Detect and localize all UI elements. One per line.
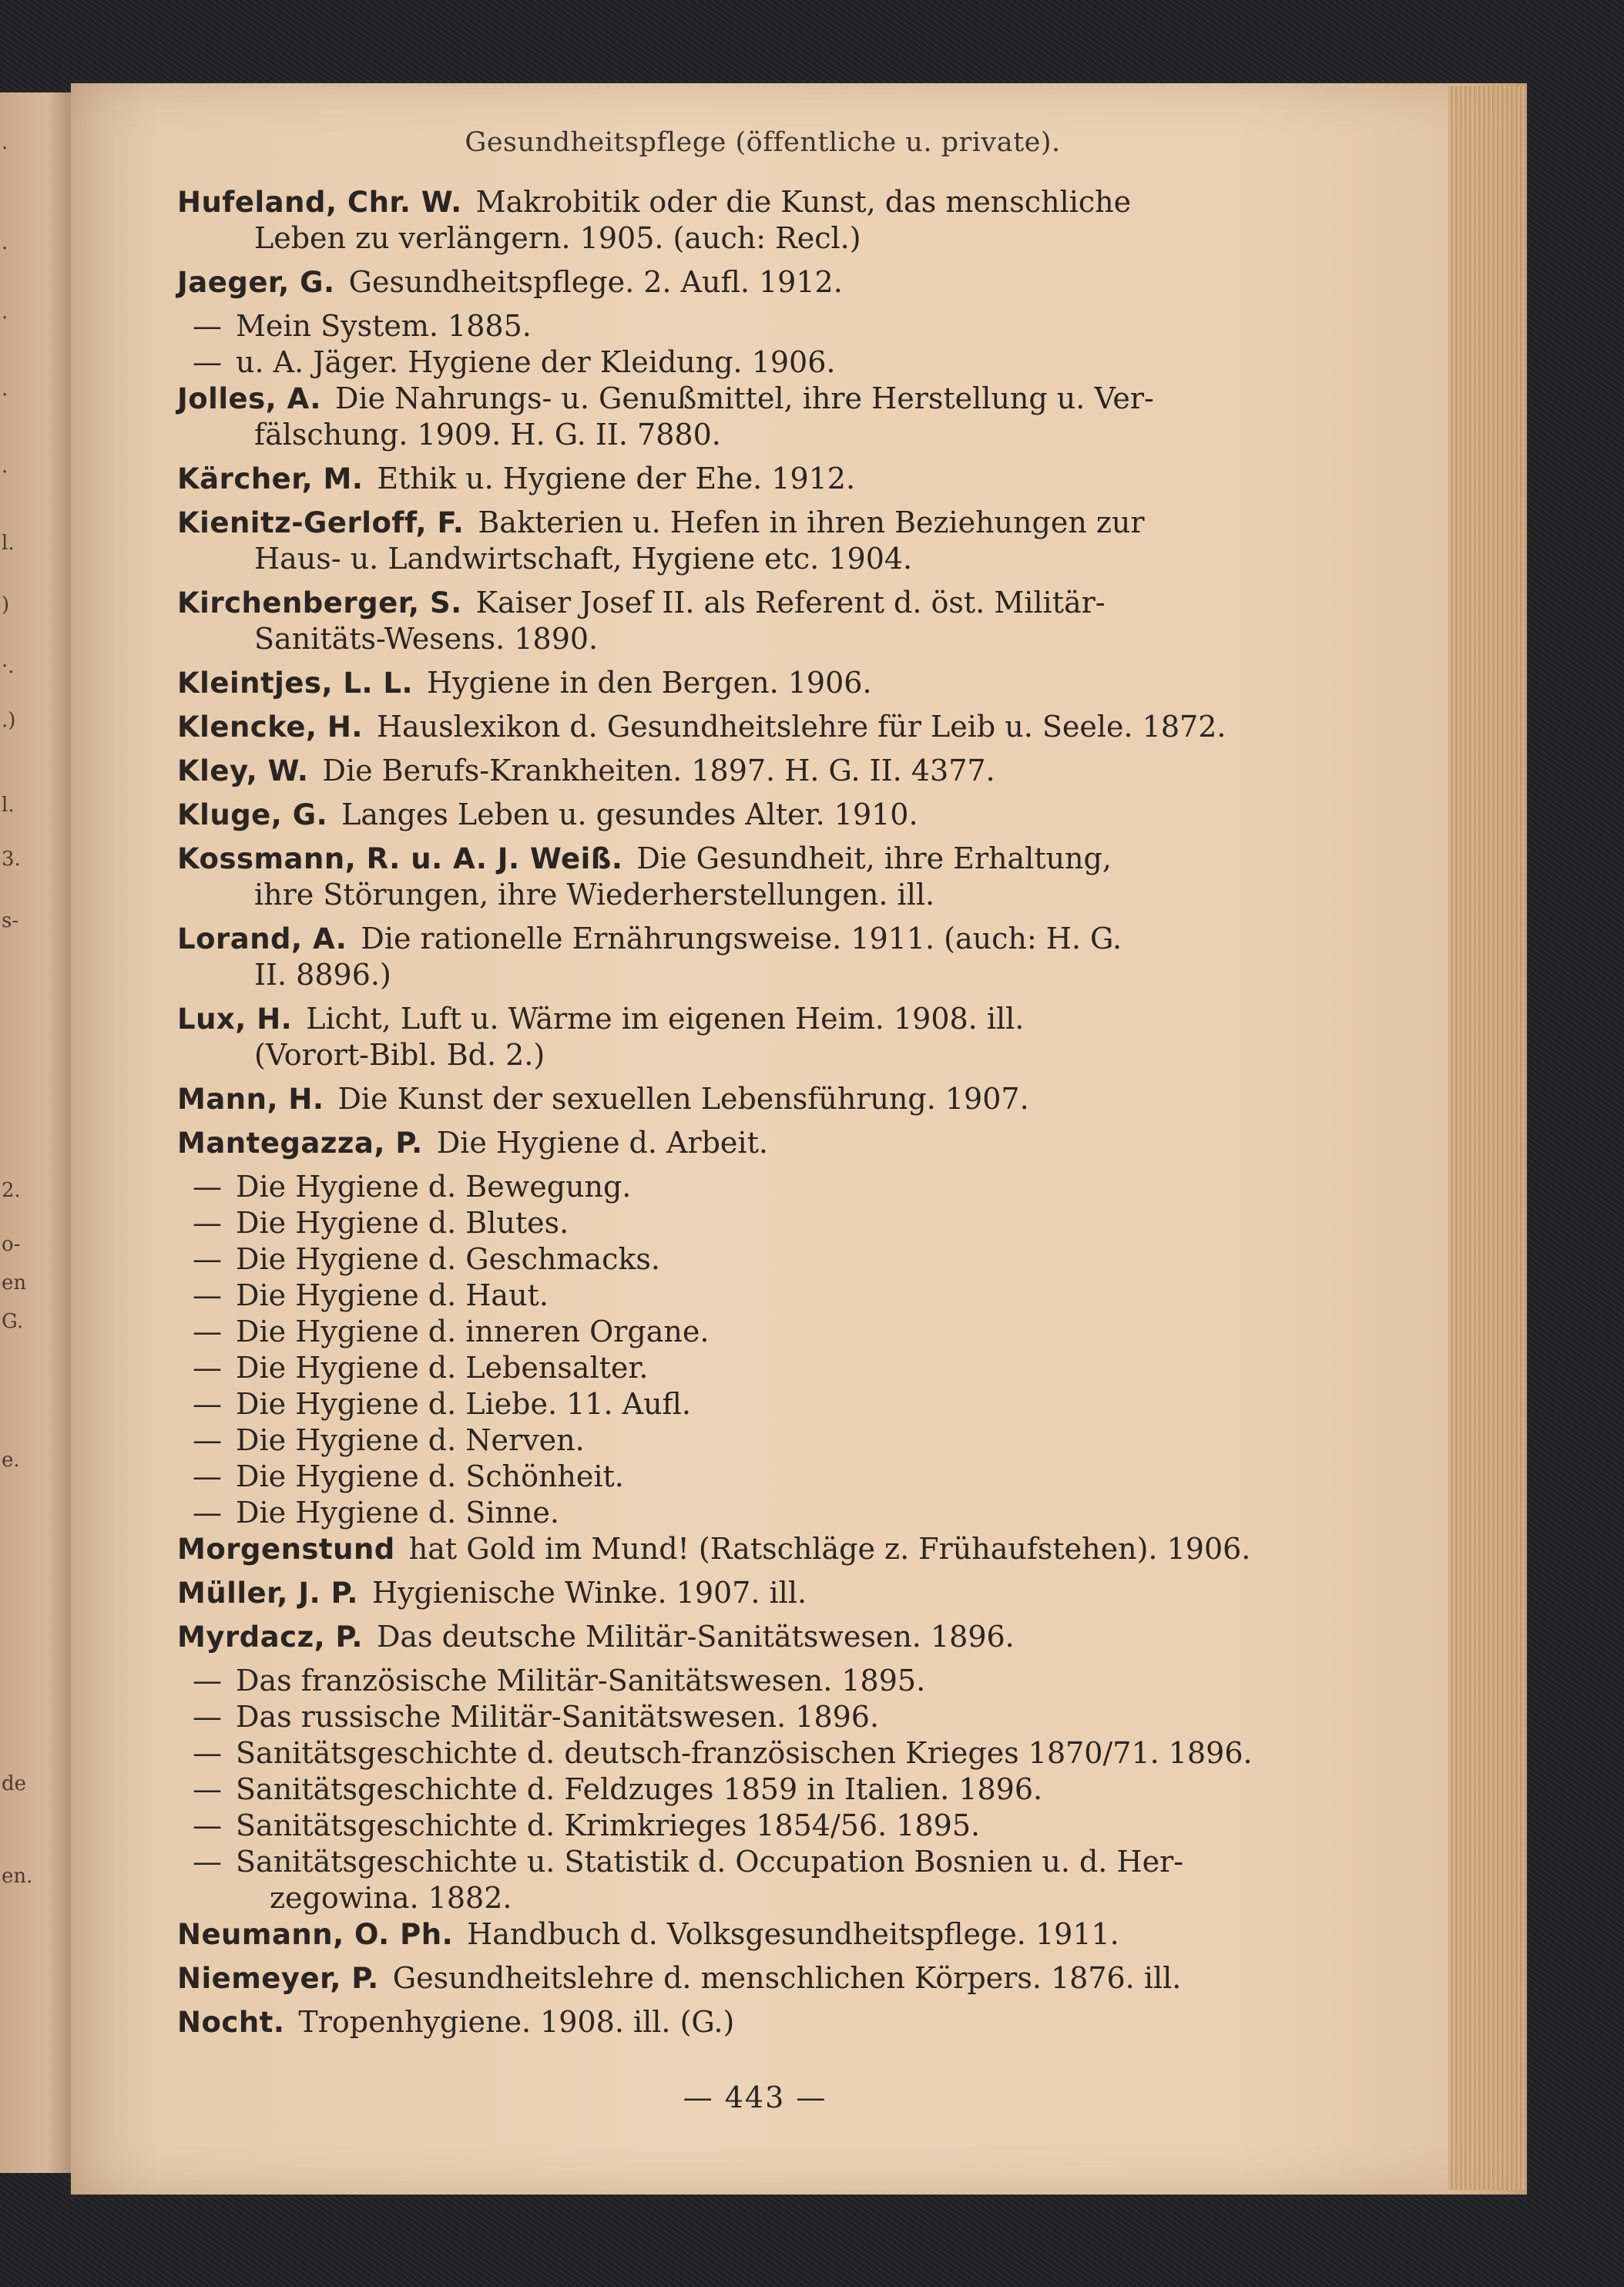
- ditto-dash: —: [193, 1700, 222, 1734]
- sub-entry: [177, 1169, 1333, 1205]
- bibliography-entry: [177, 1001, 1333, 1073]
- entry-title-line: Hygiene in den Bergen. 1906.: [427, 666, 872, 700]
- entry-author: Kluge, G.: [177, 798, 328, 831]
- ditto-dash: —: [193, 1278, 222, 1312]
- bibliography-entry: [177, 1125, 1333, 1161]
- left-page-fragment: ·.: [2, 655, 15, 678]
- entry-title-line: Bakterien u. Hefen in ihren Beziehungen zur: [478, 505, 1145, 539]
- page-stack-edges: [1448, 86, 1525, 2190]
- entry-author: Jolles, A.: [177, 382, 321, 415]
- bibliography-entry: [177, 1575, 1333, 1611]
- left-page-fragment: l.: [2, 794, 15, 817]
- entry-title-line: Hygienische Winke. 1907. ill.: [371, 1576, 807, 1610]
- bibliography-entry: [177, 1960, 1333, 1997]
- sub-entry: [177, 1350, 1333, 1386]
- bibliography-list: [177, 184, 1333, 2040]
- entry-title-line: Makrobitik oder die Kunst, das menschliche: [475, 185, 1132, 219]
- entry-title-line: ihre Störungen, ihre Wiederherstellungen. ill.: [254, 878, 935, 912]
- left-page-fragment: 3.: [2, 848, 21, 871]
- entry-title-line: Kaiser Josef II. als Referent d. öst. Militär-: [475, 586, 1106, 620]
- entry-author: Kley, W.: [177, 754, 309, 788]
- entry-title-line: Die Hygiene d. Arbeit.: [436, 1126, 768, 1160]
- sub-entry: [177, 1844, 1333, 1916]
- sub-entry-line: Sanitätsgeschichte d. Krimkrieges 1854/56. 1895.: [236, 1808, 981, 1842]
- bibliography-entry: [177, 921, 1333, 993]
- left-page-fragment: .: [2, 231, 8, 254]
- sub-entry-line: u. A. Jäger. Hygiene der Kleidung. 1906.: [236, 345, 836, 379]
- entry-author: Kirchenberger, S.: [177, 586, 462, 620]
- entry-title-line: II. 8896.): [254, 958, 391, 992]
- sub-entry-line: Mein System. 1885.: [236, 309, 532, 343]
- ditto-dash: —: [193, 1845, 222, 1879]
- sub-entry-line: Die Hygiene d. Sinne.: [236, 1496, 559, 1530]
- sub-entry: [177, 1422, 1333, 1459]
- ditto-dash: —: [193, 1808, 222, 1842]
- entry-author: Kienitz-Gerloff, F.: [177, 506, 465, 539]
- ditto-dash: —: [193, 1387, 222, 1421]
- sub-entry: [177, 1278, 1333, 1314]
- sub-entry: [177, 1772, 1333, 1808]
- left-page-fragment: ): [2, 593, 10, 616]
- sub-entry-line: zegowina. 1882.: [270, 1881, 512, 1915]
- entry-author: Klencke, H.: [177, 710, 363, 744]
- sub-entry-line: Sanitätsgeschichte u. Statistik d. Occupation Bosnien u. d. Her-: [236, 1845, 1184, 1879]
- entry-title-line: Licht, Luft u. Wärme im eigenen Heim. 1908. ill.: [306, 1002, 1025, 1036]
- bibliography-entry: [177, 665, 1333, 701]
- entry-author: Niemeyer, P.: [177, 1962, 379, 1995]
- sub-entry-line: Die Hygiene d. inneren Organe.: [236, 1315, 710, 1348]
- sub-entry-line: Die Hygiene d. Nerven.: [236, 1423, 585, 1457]
- ditto-dash: —: [193, 1772, 222, 1806]
- bibliography-entry: [177, 841, 1333, 913]
- sub-entry: [177, 1459, 1333, 1495]
- sub-entry: [177, 308, 1333, 344]
- bibliography-entry: [177, 184, 1333, 257]
- entry-title-line: Die rationelle Ernährungsweise. 1911. (auch: H. G.: [361, 922, 1122, 955]
- ditto-dash: —: [193, 1736, 222, 1770]
- bibliography-entry: [177, 709, 1333, 745]
- entry-title-line: Die Gesundheit, ihre Erhaltung,: [636, 841, 1112, 875]
- left-page-fragment: .: [2, 455, 8, 478]
- sub-entry-line: Die Hygiene d. Lebensalter.: [236, 1351, 649, 1385]
- sub-entry: [177, 1699, 1333, 1735]
- bibliography-entry: [177, 1916, 1333, 1953]
- ditto-dash: —: [193, 1496, 222, 1530]
- ditto-dash: —: [193, 1242, 222, 1276]
- entry-title-line: Gesundheitspflege. 2. Aufl. 1912.: [348, 265, 843, 299]
- entry-title-line: Gesundheitslehre d. menschlichen Körpers. 1876. ill.: [392, 1961, 1182, 1995]
- sub-entry-line: Das französische Militär-Sanitätswesen. 1895.: [236, 1664, 926, 1698]
- ditto-dash: —: [193, 345, 222, 379]
- entry-author: Kärcher, M.: [177, 462, 364, 495]
- sub-entry-line: Die Hygiene d. Liebe. 11. Aufl.: [236, 1387, 691, 1421]
- entry-title-line: Ethik u. Hygiene der Ehe. 1912.: [377, 462, 856, 495]
- left-page-fragment: e.: [2, 1449, 20, 1472]
- entry-title-line: Langes Leben u. gesundes Alter. 1910.: [341, 798, 918, 831]
- sub-entry-line: Die Hygiene d. Bewegung.: [236, 1170, 632, 1204]
- entry-title-line: Haus- u. Landwirtschaft, Hygiene etc. 1904.: [254, 542, 913, 576]
- entry-author: Morgenstund: [177, 1533, 395, 1566]
- entry-author: Hufeland, Chr. W.: [177, 186, 462, 219]
- sub-entry: [177, 1241, 1333, 1278]
- entry-author: Lorand, A.: [177, 922, 347, 955]
- bibliography-entry: [177, 1531, 1333, 1567]
- left-page-fragment: o-: [2, 1233, 21, 1256]
- sub-entry: [177, 1205, 1333, 1241]
- ditto-dash: —: [193, 1315, 222, 1348]
- entry-title-line: (Vorort-Bibl. Bd. 2.): [254, 1038, 545, 1072]
- left-page-fragment: .: [2, 301, 8, 324]
- ditto-dash: —: [193, 1206, 222, 1240]
- entry-title-line: Leben zu verlängern. 1905. (auch: Recl.): [254, 221, 861, 255]
- entry-author: Myrdacz, P.: [177, 1620, 363, 1654]
- entry-title-line: fälschung. 1909. H. G. II. 7880.: [254, 418, 721, 452]
- bibliography-entry: [177, 2004, 1333, 2040]
- left-page-fragment: .): [2, 709, 16, 732]
- ditto-dash: —: [193, 1423, 222, 1457]
- page-number: — 443 —: [683, 2080, 827, 2114]
- entry-author: Mantegazza, P.: [177, 1127, 423, 1160]
- left-page-fragment: s-: [2, 909, 19, 932]
- entry-title-line: Die Berufs-Krankheiten. 1897. H. G. II. 4377.: [322, 754, 995, 788]
- sub-entry: [177, 1314, 1333, 1350]
- sub-entry-line: Sanitätsgeschichte d. deutsch-französischen Krieges 1870/71. 1896.: [236, 1736, 1253, 1770]
- entry-title-line: Das deutsche Militär-Sanitätswesen. 1896.: [376, 1620, 1015, 1654]
- running-head: Gesundheitspflege (öffentliche u. private).: [465, 127, 1061, 158]
- sub-entry-line: Die Hygiene d. Schönheit.: [236, 1459, 624, 1493]
- left-page-fragment: en.: [2, 1865, 33, 1888]
- left-page-fragment: .: [2, 378, 8, 401]
- ditto-dash: —: [193, 1351, 222, 1385]
- entry-title-line: Sanitäts-Wesens. 1890.: [254, 622, 599, 656]
- left-page-edge: [0, 92, 77, 2173]
- sub-entry-line: Die Hygiene d. Haut.: [236, 1278, 549, 1312]
- left-page-fragment: .: [2, 131, 8, 154]
- bibliography-entry: [177, 753, 1333, 789]
- ditto-dash: —: [193, 1664, 222, 1698]
- page-content: [177, 127, 1333, 2114]
- sub-entry-line: Das russische Militär-Sanitätswesen. 1896.: [236, 1700, 880, 1734]
- entry-title-line: Hauslexikon d. Gesundheitslehre für Leib u. Seele. 1872.: [376, 710, 1226, 744]
- entry-author: Müller, J. P.: [177, 1577, 358, 1610]
- entry-author: Mann, H.: [177, 1083, 324, 1116]
- left-page-fragment: de: [2, 1772, 27, 1795]
- bibliography-entry: [177, 585, 1333, 657]
- sub-entry-line: Die Hygiene d. Blutes.: [236, 1206, 569, 1240]
- bibliography-entry: [177, 797, 1333, 833]
- entry-title-line: Die Kunst der sexuellen Lebensführung. 1907.: [337, 1082, 1029, 1116]
- sub-entry: [177, 1735, 1333, 1772]
- ditto-dash: —: [193, 1459, 222, 1493]
- left-page-fragment: 2.: [2, 1179, 21, 1202]
- sub-entry-line: Sanitätsgeschichte d. Feldzuges 1859 in Italien. 1896.: [236, 1772, 1043, 1806]
- bibliography-entry: [177, 381, 1333, 453]
- entry-author: Neumann, O. Ph.: [177, 1918, 454, 1951]
- entry-author: Jaeger, G.: [177, 266, 335, 299]
- sub-entry: [177, 1495, 1333, 1531]
- bibliography-entry: [177, 505, 1333, 577]
- sub-entry: [177, 1663, 1333, 1699]
- bibliography-entry: [177, 1619, 1333, 1655]
- sub-entry: [177, 344, 1333, 381]
- entry-author: Kossmann, R. u. A. J. Weiß.: [177, 842, 623, 875]
- bibliography-entry: [177, 264, 1333, 301]
- sub-entry: [177, 1808, 1333, 1844]
- entry-author: Lux, H.: [177, 1002, 293, 1036]
- entry-title-line: Handbuch d. Volksgesundheitspflege. 1911.: [467, 1917, 1119, 1951]
- sub-entry: [177, 1386, 1333, 1422]
- entry-author: Nocht.: [177, 2006, 285, 2039]
- left-page-fragment: G.: [2, 1310, 24, 1333]
- entry-author: Kleintjes, L. L.: [177, 667, 414, 700]
- entry-title-line: Tropenhygiene. 1908. ill. (G.): [298, 2005, 735, 2039]
- bibliography-entry: [177, 1081, 1333, 1117]
- entry-title-line: Die Nahrungs- u. Genußmittel, ihre Herstellung u. Ver-: [334, 381, 1154, 415]
- left-page-fragment: l.: [2, 532, 15, 555]
- ditto-dash: —: [193, 309, 222, 343]
- ditto-dash: —: [193, 1170, 222, 1204]
- entry-title-line: hat Gold im Mund! (Ratschläge z. Frühaufstehen). 1906.: [408, 1532, 1251, 1566]
- left-page-fragment: en: [2, 1271, 27, 1295]
- bibliography-entry: [177, 461, 1333, 497]
- sub-entry-line: Die Hygiene d. Geschmacks.: [236, 1242, 660, 1276]
